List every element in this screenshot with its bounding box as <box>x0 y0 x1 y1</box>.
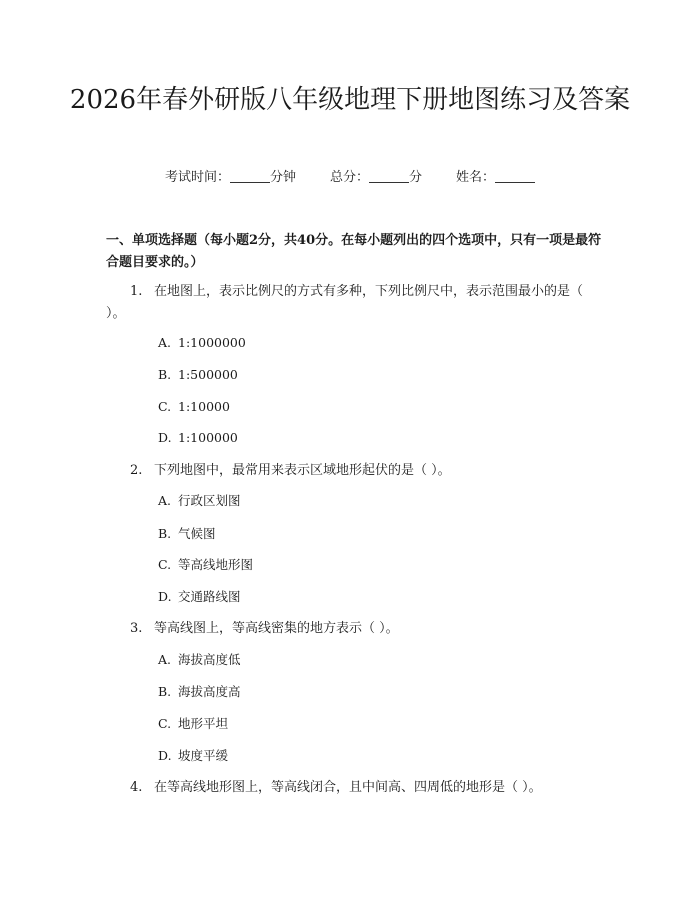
name-blank <box>495 168 535 183</box>
option-label: B. <box>158 526 172 541</box>
option-label: C. <box>158 399 172 414</box>
option-label: A. <box>158 493 172 508</box>
option-text: 坡度平缓 <box>178 748 229 763</box>
option-text: 气候图 <box>178 526 216 541</box>
option-text: 行政区划图 <box>178 493 241 508</box>
exam-info-line <box>0 168 700 188</box>
option-item <box>158 555 253 575</box>
score-label: 总分： <box>329 170 369 185</box>
option-text: 海拔高度高 <box>178 684 241 699</box>
option-item <box>158 714 228 734</box>
option-label: A. <box>158 652 172 667</box>
option-text: 海拔高度低 <box>178 652 241 667</box>
option-label: D. <box>158 589 172 604</box>
question-text: 在地图上，表示比例尺的方式有多种，下列比例尺中，表示范围最小的是（ ）。 <box>106 284 584 321</box>
option-item <box>158 524 216 544</box>
time-label: 考试时间： <box>164 170 230 185</box>
question-4 <box>106 777 606 799</box>
option-item <box>158 491 241 511</box>
section-heading: 一、单项选择题（每小题2分，共40分。在每小题列出的四个选项中，只有一项是最符合题目要求的。） <box>106 233 602 270</box>
option-item <box>158 428 238 448</box>
option-item <box>158 746 228 766</box>
option-text: 交通路线图 <box>178 589 241 604</box>
option-item <box>158 587 241 607</box>
option-label: A. <box>158 335 172 350</box>
option-label: D. <box>158 430 172 445</box>
question-text: 下列地图中，最常用来表示区域地形起伏的是（ ）。 <box>154 463 451 478</box>
question-text: 等高线图上，等高线密集的地方表示（ ）。 <box>154 621 399 636</box>
question-2 <box>106 460 606 482</box>
option-item <box>158 682 241 702</box>
option-item <box>158 397 230 417</box>
question-number: 3. <box>130 621 143 636</box>
question-3 <box>106 618 606 640</box>
option-item <box>158 365 238 385</box>
option-item <box>158 333 246 353</box>
option-text: 1:10000 <box>178 399 230 414</box>
option-label: B. <box>158 684 172 699</box>
document-title: 2026年春外研版八年级地理下册地图练习及答案 <box>69 85 631 115</box>
question-number: 2. <box>130 463 143 478</box>
option-item <box>158 650 241 670</box>
option-text: 1:100000 <box>178 430 238 445</box>
question-text: 在等高线地形图上，等高线闭合，且中间高、四周低的地形是（ ）。 <box>154 780 542 795</box>
option-text: 1:1000000 <box>178 335 246 350</box>
question-number: 4. <box>130 780 143 795</box>
option-label: B. <box>158 367 172 382</box>
option-text: 1:500000 <box>178 367 238 382</box>
option-label: C. <box>158 557 172 572</box>
question-number: 1. <box>130 284 143 299</box>
option-label: D. <box>158 748 172 763</box>
option-text: 地形平坦 <box>178 716 229 731</box>
score-blank <box>369 168 409 183</box>
time-unit: 分钟 <box>269 170 296 185</box>
question-1 <box>106 281 606 325</box>
name-label: 姓名： <box>456 170 496 185</box>
time-blank <box>230 168 270 183</box>
option-text: 等高线地形图 <box>178 557 254 572</box>
score-unit: 分 <box>409 170 423 185</box>
option-label: C. <box>158 716 172 731</box>
